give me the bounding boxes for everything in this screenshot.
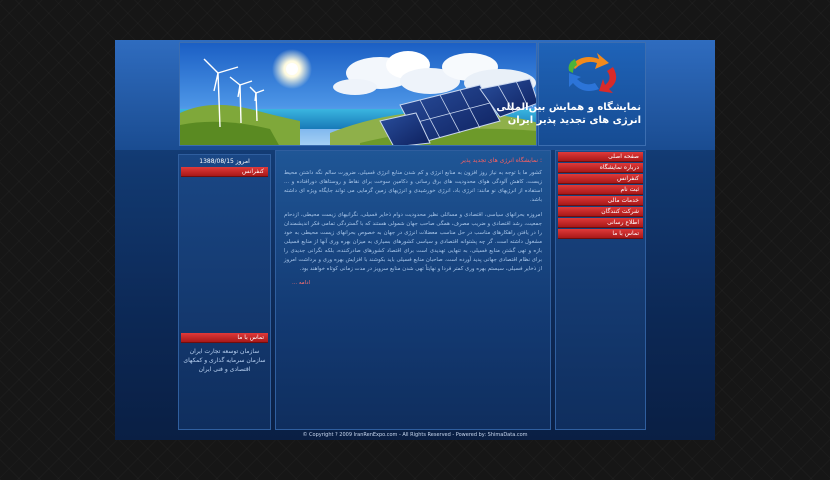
- menu-item-register[interactable]: ثبت نام: [558, 185, 643, 195]
- read-more-link[interactable]: ادامه ...: [292, 280, 311, 286]
- page-frame: [115, 40, 715, 440]
- footer-copyright: © Copyright ? 2009 IranRenExpo.com - All Rights Reserved - Powered by: ShimaData.com: [302, 432, 528, 438]
- logo-line-2: انرژی های تجدید پذیر ایران: [507, 115, 641, 126]
- right-menu: [555, 150, 646, 430]
- logo-box[interactable]: [496, 42, 646, 146]
- contact-line-1[interactable]: سازمان توسعه تجارت ایران: [189, 348, 260, 355]
- content-paragraph-2: امروزه بحرانهای سیاسی، اقتصادی و مسائلی نظیر محدودیت دوام ذخایر فسیلی، نگرانیهای زیست محیطی، ازدحام جمعیت، رشد اقتصادی و ضریب مصرف، همگی صاحب جهان شمولی هستند که با گستردگی تمامی فکر اندیشمندان را در یافتن راهکارهای مناسب در حل مناسب معضلات انرژی در جهان به خصوص بحرانهای زیست محیطی به خود مشغول داشته است. گر چه پشتوانه اقتصادی و سیاسی کشورهای بسیاری به میزان بهره وری آنها از منابع فسیلی بازه و تهی گشتن منابع فسیلی، به تنهایی تهدیدی است برای اقتصاد کشورهای صادرکننده، بلکه نگرانی جدیدی را برای نظام اقتصادی جهانی پدید آورده است. صاحبان منابع فسیلی باید بکوشند با افزایش بهره وری و برداشت امروز از ذخایر فسیلی، سیستم بهره وری کمتر فردا و نهایتاً تهی شدن منابع سرویز در مدت زمانی کوتاه خواهند بود.: [284, 212, 542, 272]
- logo-line-1: نمایشگاه و همایش بین‌المللی: [496, 102, 641, 113]
- logo-arrows-icon: [563, 51, 623, 95]
- contact-line-3[interactable]: اقتصادی و فنی ایران: [198, 366, 251, 373]
- menu-item-contact[interactable]: تماس با ما: [558, 229, 643, 239]
- logo-title: [496, 101, 641, 127]
- menu-item-about[interactable]: درباره نمایشگاه: [558, 163, 643, 173]
- header-banner: [179, 42, 537, 146]
- content-paragraph-1: کشور ما با توجه به نیاز روز افزون به منابع انرژی و کم شدن منابع انرژی فسیلی، ضرورت سالم نگه داشتن محیط زیست، کاهش آلودگی هوای محدودیت های برق رسانی و دکامین سوخت برای نقاط و روستاهای دورافتاده و ... استفاده از انرژیهای نو مانند: انرژی باد، انرژی خورشیدی و انرژیهای زمین گرمایی می تواند جایگاه ویژه ای داشته باشد.: [284, 170, 542, 203]
- today-date: امروز 1388/08/15: [199, 158, 250, 165]
- menu-list: [556, 152, 645, 239]
- content-title: : نمایشگاه انرژی های تجدید پذیر: [460, 157, 542, 164]
- banner-image: [180, 43, 537, 146]
- conference-section-title[interactable]: کنفرانس: [181, 167, 268, 177]
- main-content: [275, 150, 551, 430]
- menu-item-news[interactable]: اطلاع رسانی: [558, 218, 643, 228]
- contact-text: [181, 343, 268, 374]
- menu-item-financial[interactable]: خدمات مالی: [558, 196, 643, 206]
- contact-box: [181, 333, 268, 374]
- contact-section-title[interactable]: تماس با ما: [181, 333, 268, 343]
- contact-line-2[interactable]: سازمان سرمایه گذاری و کمکهای: [183, 357, 266, 364]
- menu-item-conference[interactable]: کنفرانس: [558, 174, 643, 184]
- menu-item-participants[interactable]: شرکت کنندگان: [558, 207, 643, 217]
- menu-item-home[interactable]: صفحه اصلی: [558, 152, 643, 162]
- left-sidebar: [178, 154, 271, 430]
